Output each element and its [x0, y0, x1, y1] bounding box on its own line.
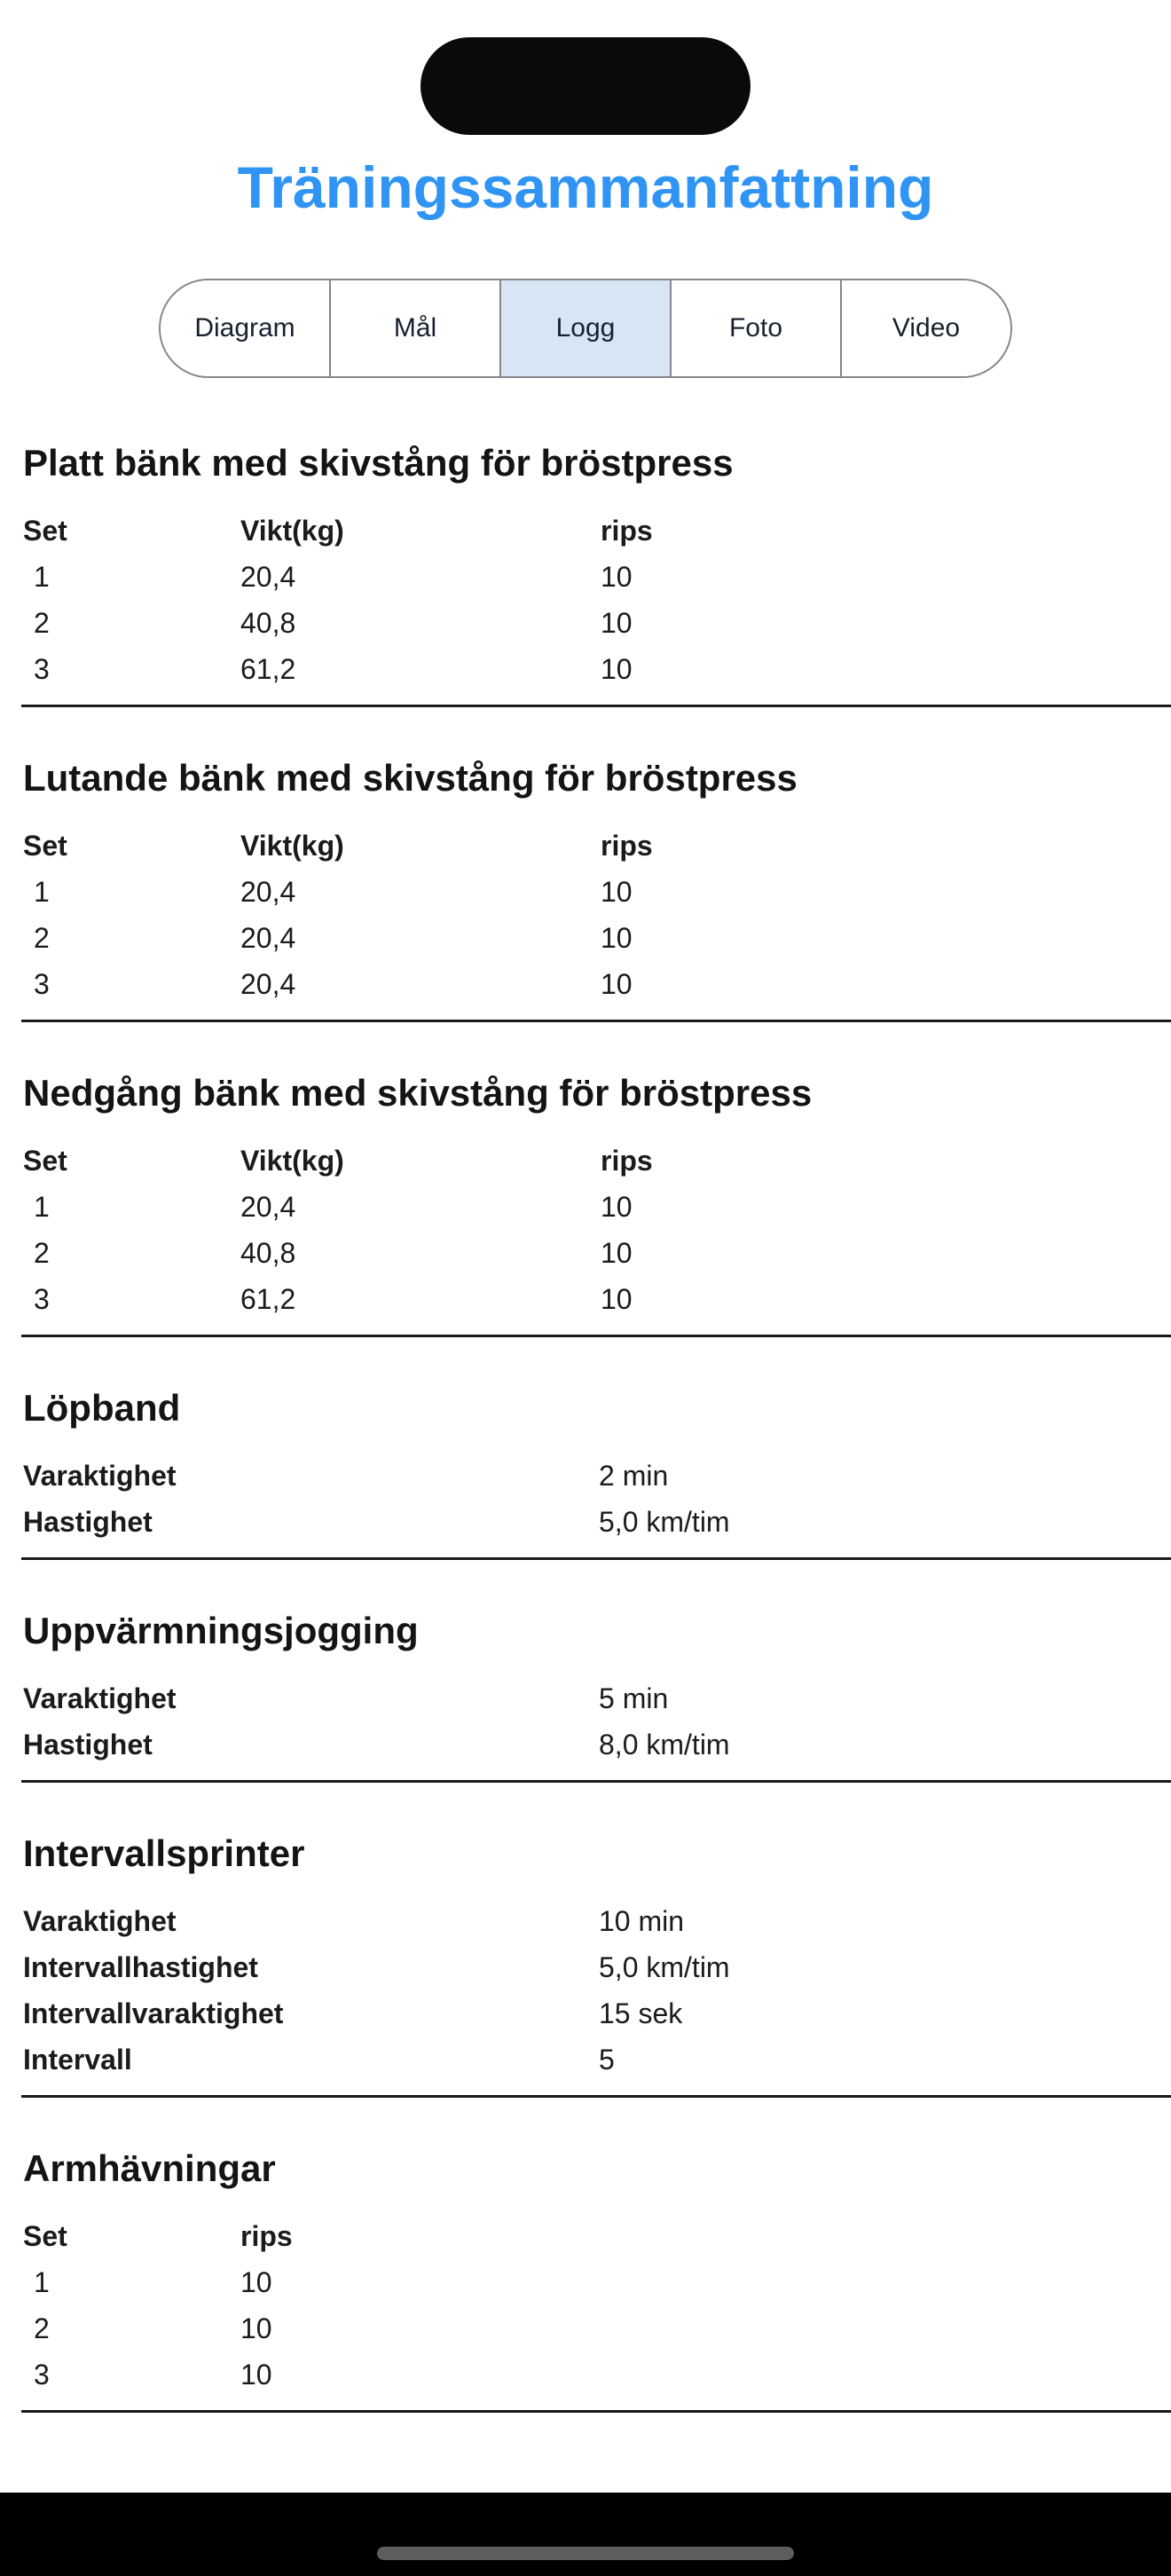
kv-label: Intervallhastighet: [23, 1951, 258, 1983]
kv-row: [23, 1990, 1171, 2036]
cell-reps: 10: [601, 1283, 633, 1315]
table-row: [23, 600, 1171, 646]
cell-reps: 10: [601, 922, 633, 954]
section-divider: [21, 1780, 1171, 1783]
section-divider: [21, 2095, 1171, 2098]
tab-video[interactable]: Video: [840, 280, 1010, 376]
kv-label: Varaktighet: [23, 1905, 177, 1937]
kv-row: [23, 1898, 1171, 1944]
exercise-section-armhavningar: [23, 2147, 1171, 2413]
cell-reps: 10: [601, 1191, 633, 1223]
cell-reps: 10: [601, 561, 633, 593]
table-header-row: [23, 1138, 1171, 1184]
header-cell: Set: [23, 515, 67, 547]
table-row: [23, 869, 1171, 915]
header-cell: rips: [601, 830, 653, 862]
table-row: [23, 554, 1171, 600]
cell-set: 3: [34, 1283, 50, 1315]
kv-value: 5 min: [599, 1682, 669, 1714]
header-cell: rips: [601, 1145, 653, 1177]
tab-logg[interactable]: Logg: [499, 280, 670, 376]
exercise-section-nedgang-bank: [23, 1072, 1171, 1337]
tab-mal[interactable]: Mål: [329, 280, 499, 376]
cell-weight: 20,4: [240, 876, 296, 908]
cell-reps: 10: [601, 968, 633, 1000]
section-divider: [21, 2410, 1171, 2413]
kv-row: [23, 2036, 1171, 2083]
cell-reps: 10: [240, 2359, 272, 2391]
section-title: Uppvärmningsjogging: [23, 1610, 419, 1651]
section-title: Platt bänk med skivstång för bröstpress: [23, 442, 734, 484]
cell-set: 1: [34, 2266, 50, 2298]
cell-set: 3: [34, 653, 50, 685]
cell-set: 3: [34, 968, 50, 1000]
section-title: Lutande bänk med skivstång för bröstpress: [23, 757, 798, 799]
home-indicator[interactable]: [377, 2547, 794, 2560]
kv-row: [23, 1499, 1171, 1545]
kv-row: [23, 1675, 1171, 1721]
cell-reps: 10: [601, 607, 633, 639]
table-row: [23, 646, 1171, 692]
table-row: [23, 2305, 1171, 2351]
cell-set: 3: [34, 2359, 50, 2391]
cell-reps: 10: [240, 2312, 272, 2344]
cell-set: 2: [34, 2312, 50, 2344]
exercise-section-intervallsprinter: [23, 1832, 1171, 2098]
cell-reps: 10: [240, 2266, 272, 2298]
section-divider: [21, 705, 1171, 707]
kv-row: [23, 1944, 1171, 1990]
table-header-row: [23, 508, 1171, 554]
kv-value: 10 min: [599, 1905, 685, 1937]
header-cell: Set: [23, 830, 67, 862]
header-cell: Vikt(kg): [240, 830, 344, 862]
tab-bar: [159, 279, 1012, 378]
table-row: [23, 1230, 1171, 1276]
cell-reps: 10: [601, 653, 633, 685]
kv-value: 15 sek: [599, 1997, 683, 2029]
kv-label: Intervallvaraktighet: [23, 1997, 284, 2029]
table-row: [23, 961, 1171, 1007]
cell-reps: 10: [601, 1237, 633, 1269]
cell-set: 2: [34, 1237, 50, 1269]
section-divider: [21, 1020, 1171, 1022]
cell-weight: 40,8: [240, 607, 296, 639]
page-title: Träningssammanfattning: [237, 154, 934, 220]
kv-row: [23, 1721, 1171, 1768]
cell-reps: 10: [601, 876, 633, 908]
cell-set: 1: [34, 876, 50, 908]
header-cell: rips: [240, 2220, 293, 2252]
section-title: Intervallsprinter: [23, 1832, 305, 1874]
home-indicator-bar: [0, 2493, 1171, 2576]
cell-set: 2: [34, 922, 50, 954]
kv-row: [23, 1453, 1171, 1499]
table-row: [23, 2351, 1171, 2398]
section-title: Löpband: [23, 1387, 181, 1429]
header-cell: rips: [601, 515, 653, 547]
tab-foto[interactable]: Foto: [670, 280, 840, 376]
redacted-logo-pill: [420, 37, 751, 135]
header-cell: Vikt(kg): [240, 1145, 344, 1177]
exercise-section-platt-bank: [23, 442, 1171, 707]
exercise-section-lutande-bank: [23, 757, 1171, 1022]
cell-set: 1: [34, 561, 50, 593]
table-row: [23, 1276, 1171, 1322]
exercise-section-uppvarmningsjogging: [23, 1610, 1171, 1783]
exercise-section-lopband: [23, 1387, 1171, 1560]
header-cell: Set: [23, 1145, 67, 1177]
kv-label: Varaktighet: [23, 1682, 177, 1714]
table-header-row: [23, 2213, 1171, 2259]
table-row: [23, 915, 1171, 961]
kv-label: Varaktighet: [23, 1460, 177, 1492]
section-divider: [21, 1557, 1171, 1560]
kv-value: 2 min: [599, 1460, 669, 1492]
cell-set: 1: [34, 1191, 50, 1223]
table-row: [23, 1184, 1171, 1230]
table-header-row: [23, 823, 1171, 869]
header-cell: Set: [23, 2220, 67, 2252]
kv-value: 8,0 km/tim: [599, 1729, 730, 1761]
log-content: [0, 442, 1171, 2413]
kv-value: 5,0 km/tim: [599, 1506, 730, 1538]
cell-weight: 20,4: [240, 561, 296, 593]
header-cell: Vikt(kg): [240, 515, 344, 547]
cell-weight: 20,4: [240, 968, 296, 1000]
cell-weight: 61,2: [240, 653, 296, 685]
section-title: Armhävningar: [23, 2147, 276, 2189]
kv-value: 5: [599, 2044, 615, 2076]
section-divider: [21, 1335, 1171, 1337]
cell-weight: 40,8: [240, 1237, 296, 1269]
cell-set: 2: [34, 607, 50, 639]
cell-weight: 20,4: [240, 1191, 296, 1223]
kv-label: Hastighet: [23, 1729, 153, 1761]
kv-value: 5,0 km/tim: [599, 1951, 730, 1983]
kv-label: Hastighet: [23, 1506, 153, 1538]
tab-diagram[interactable]: Diagram: [161, 280, 329, 376]
cell-weight: 20,4: [240, 922, 296, 954]
table-row: [23, 2259, 1171, 2305]
cell-weight: 61,2: [240, 1283, 296, 1315]
section-title: Nedgång bänk med skivstång för bröstpress: [23, 1072, 813, 1114]
kv-label: Intervall: [23, 2044, 132, 2076]
